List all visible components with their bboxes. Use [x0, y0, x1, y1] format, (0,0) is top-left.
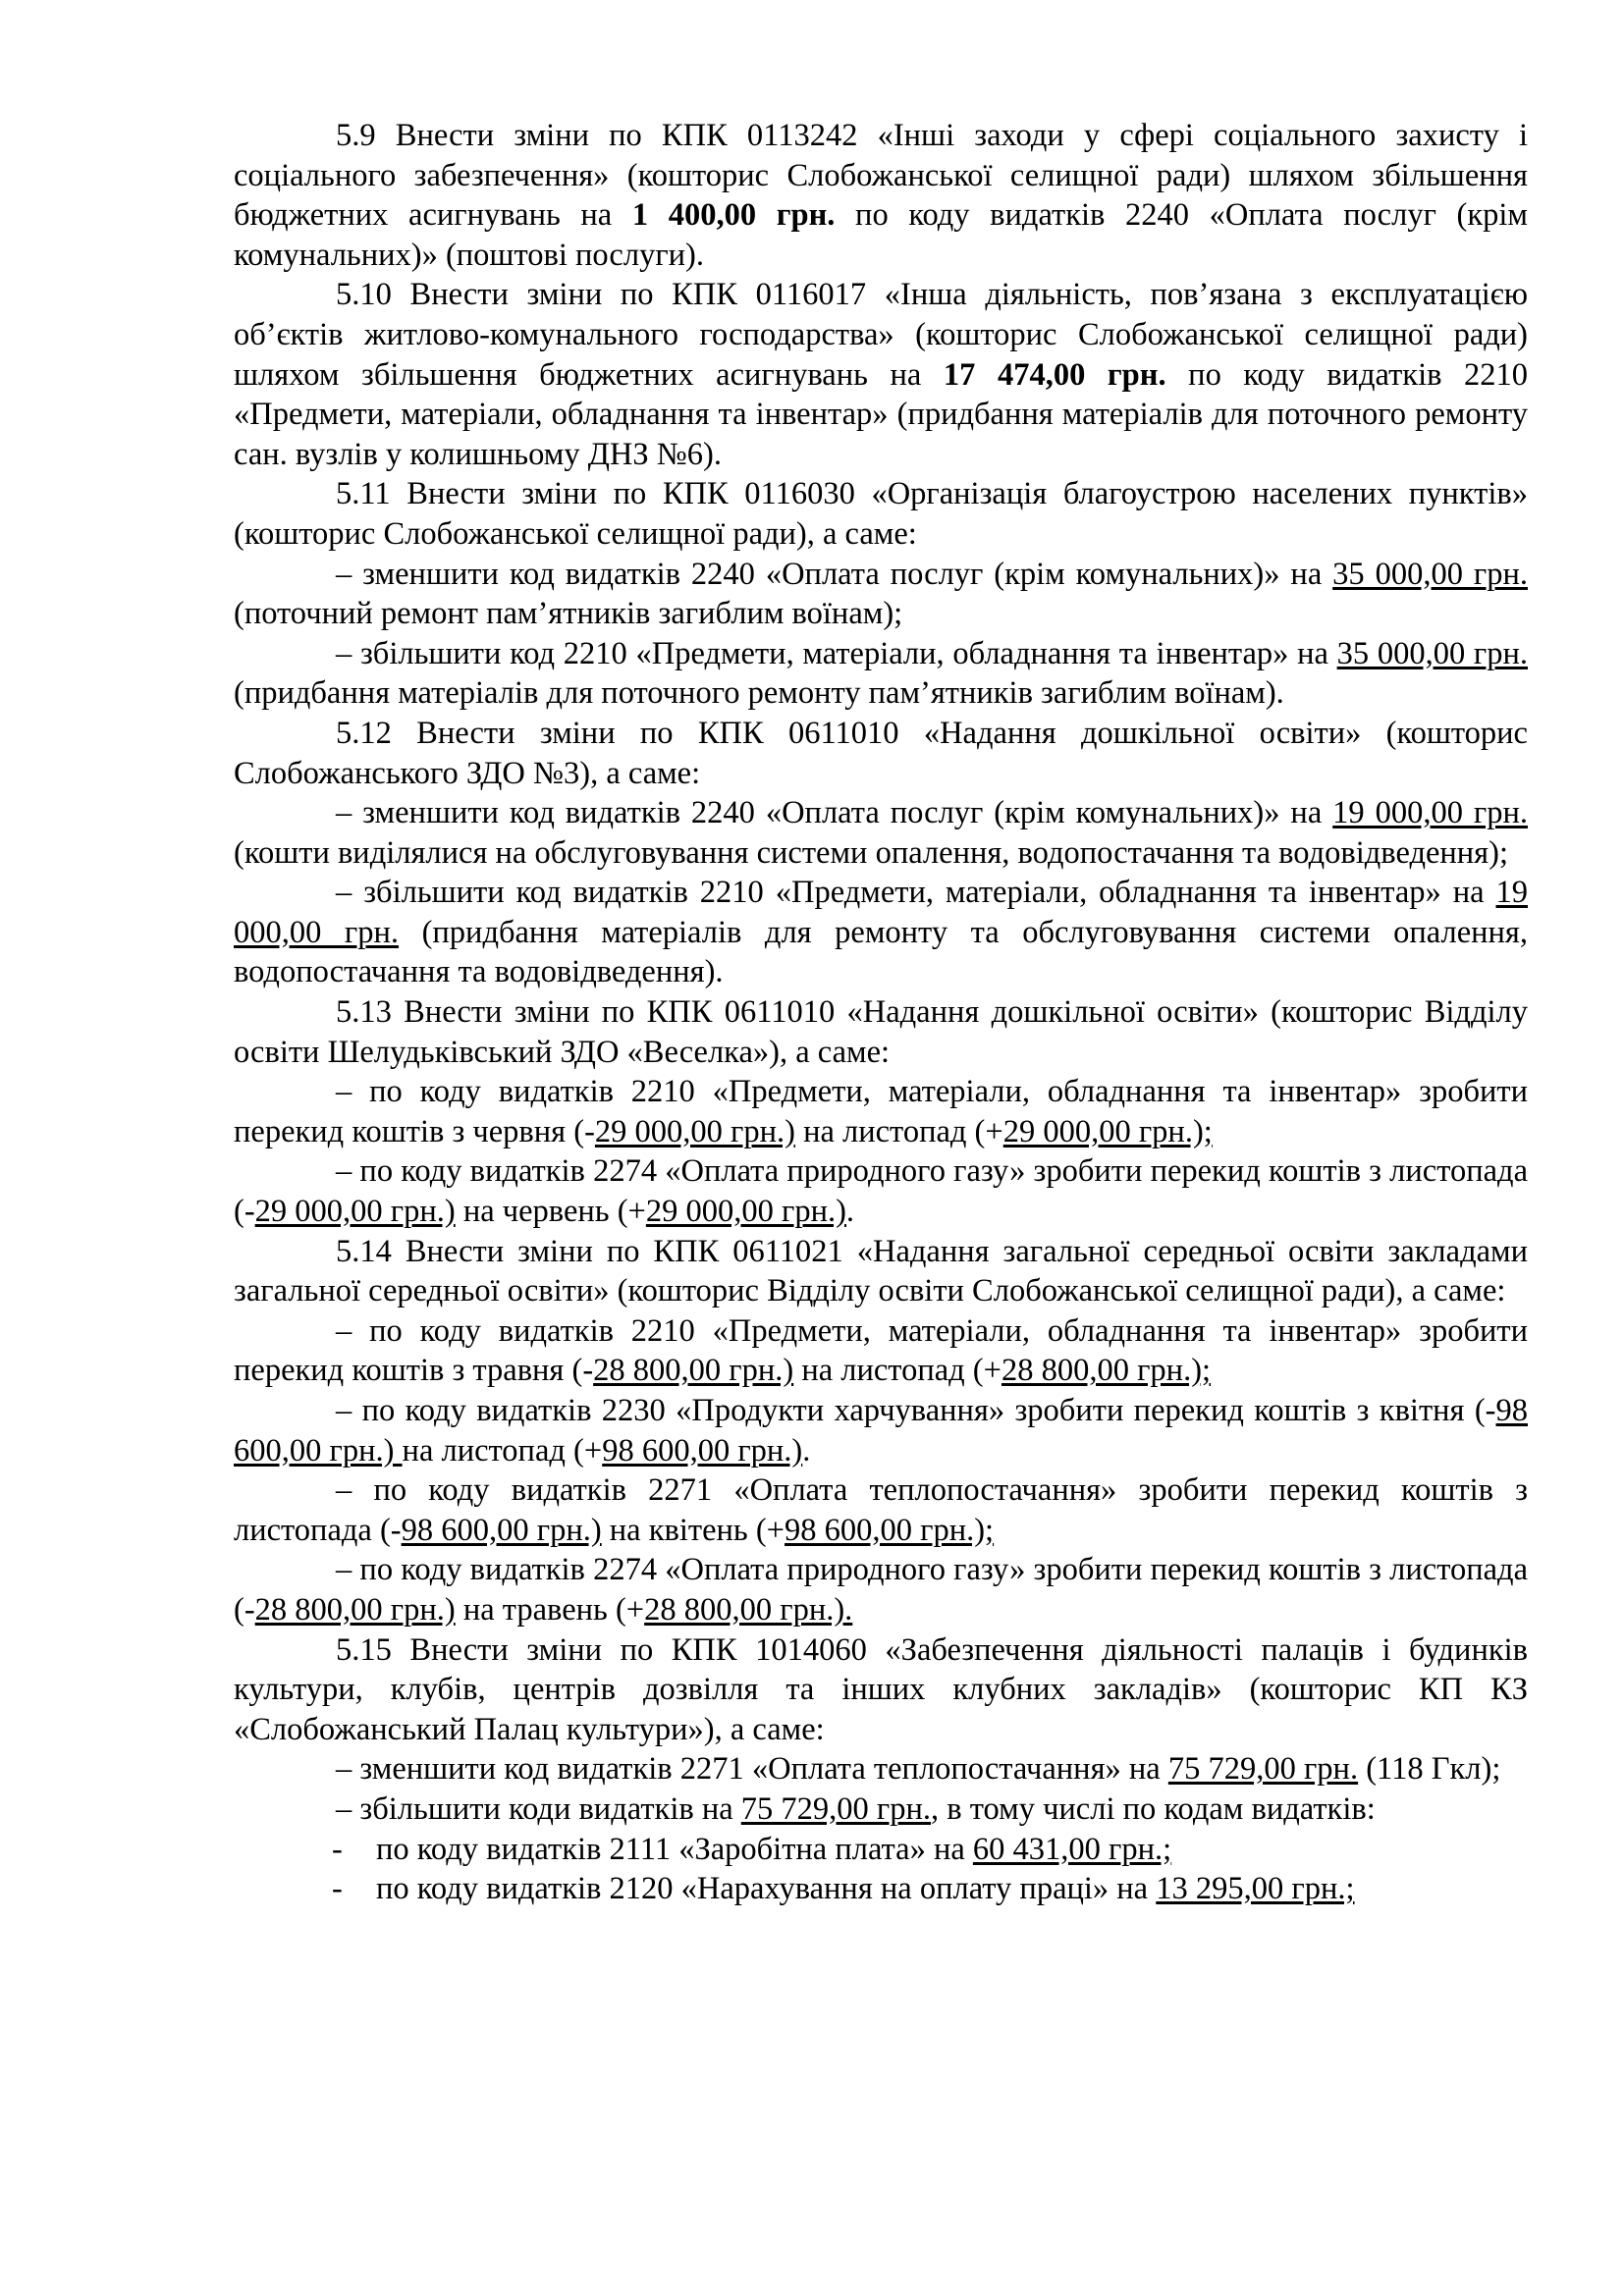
underlined-amount: 98 600,00 грн.); [785, 1512, 995, 1548]
text-run: – по коду видатків 2271 «Оплата теплопостачання» зробити перекид коштів з листопада (- [234, 1472, 1528, 1548]
paragraph-p515 [234, 1630, 1528, 1750]
text-run: (придбання матеріалів для поточного ремонту пам’ятників загиблим воїнам). [234, 675, 1284, 712]
text-run: . [845, 1194, 855, 1230]
text-run: по коду видатків 2120 «Нарахування на оплату праці» на [376, 1871, 1157, 1907]
text-run: 5.12 Внести зміни по КПК 0611010 «Надання дошкільної освіти» (кошторис Слобожанського ЗДО №3), а саме: [234, 715, 1528, 791]
underlined-amount: 29 000,00 грн.) [254, 1194, 456, 1230]
text-run: по коду видатків 2111 «Заробітна плата» на [376, 1831, 973, 1867]
text-run: на листопад (+ [794, 1113, 1003, 1149]
underlined-amount: 75 729,00 грн. [1167, 1751, 1359, 1788]
text-run: (поточний ремонт пам’ятників загиблим воїнам); [234, 596, 903, 632]
paragraph-p512b [234, 873, 1528, 992]
text-run: на листопад (+ [402, 1432, 603, 1468]
underlined-amount: 29 000,00 грн.) [645, 1194, 846, 1230]
underlined-amount: 28 800,00 грн.); [1001, 1353, 1212, 1389]
underlined-amount: 19 000,00 грн. [1332, 795, 1528, 831]
underlined-amount: 60 431,00 грн.; [972, 1831, 1172, 1867]
paragraph-p514b [234, 1391, 1528, 1470]
text-run: – збільшити коди видатків на [336, 1790, 741, 1827]
text-run: (кошти виділялися на обслуговування системи опалення, водопостачання та водовідведення); [234, 834, 1508, 871]
paragraph-p512a [234, 793, 1528, 873]
underlined-amount: 35 000,00 грн. [1332, 556, 1528, 592]
paragraph-p59 [234, 116, 1528, 275]
underlined-amount: 28 800,00 грн.) [254, 1591, 456, 1628]
bold-amount: 17 474,00 грн. [943, 356, 1166, 393]
text-run: (придбання матеріалів для ремонту та обслуговування системи опалення, водопостачання та водовідведення). [234, 914, 1528, 990]
text-run: – по коду видатків 2230 «Продукти харчування» зробити перекид коштів з квітня (- [336, 1393, 1496, 1428]
document-page [234, 116, 1528, 1909]
text-run: 5.13 Внести зміни по КПК 0611010 «Надання дошкільної освіти» (кошторис Відділу освіти Шелудьківський ЗДО «Веселка»), а саме: [234, 994, 1528, 1070]
text-run: – зменшити код видатків 2240 «Оплата послуг (крім комунальних)» на [336, 795, 1333, 831]
text-run: 5.9 Внести зміни по КПК 0113242 «Інші заходи у сфері соціального захисту і соціального забезпечення» (кошторис Слобожанської селищної ради) шляхом збільшення бюджетних асигнувань на [234, 118, 1528, 234]
bold-amount: 1 400,00 грн. [631, 197, 836, 234]
text-run: 5.14 Внести зміни по КПК 0611021 «Надання загальної середньої освіти закладами загальної середньої освіти» (кошторис Відділу освіти Слобожанської селищної ради), а саме: [234, 1233, 1528, 1309]
text-run: 5.15 Внести зміни по КПК 1014060 «Забезпечення діяльності палаців і будинків культури, клубів, центрів дозвілля та інших клубних закладів» (кошторис КП КЗ «Слобожанський Палац культури»), а саме: [234, 1631, 1528, 1747]
list-marker: - [332, 1831, 343, 1867]
paragraph-p514c [234, 1470, 1528, 1550]
text-run: по коду видатків 2240 «Оплата послуг (крім комунальних)» (поштові послуги). [234, 197, 1528, 273]
text-run: на червень (+ [455, 1194, 646, 1230]
underlined-amount: 98 600,00 грн.) [234, 1393, 1528, 1468]
text-run: – зменшити код видатків 2271 «Оплата теплопостачання» на [336, 1751, 1168, 1788]
text-run: – зменшити код видатків 2240 «Оплата послуг (крім комунальних)» на [336, 556, 1333, 592]
list-marker: - [332, 1871, 343, 1907]
underlined-amount: 29 000,00 грн.); [1002, 1113, 1213, 1149]
text-run: по коду видатків 2210 «Предмети, матеріали, обладнання та інвентар» (придбання матеріалів для поточного ремонту сан. вузлів у колишньому ДНЗ №6). [234, 356, 1529, 472]
paragraph-p512 [234, 714, 1528, 793]
paragraph-p510 [234, 275, 1528, 474]
text-run: – збільшити код 2210 «Предмети, матеріали, обладнання та інвентар» на [336, 635, 1337, 671]
text-run: . [802, 1432, 811, 1468]
paragraph-p515d [234, 1869, 1528, 1909]
underlined-amount: 13 295,00 грн.; [1156, 1871, 1355, 1907]
text-run: 5.11 Внести зміни по КПК 0116030 «Організація благоустрою населених пунктів» (кошторис Слобожанської селищної ради), а саме: [234, 476, 1528, 552]
text-run: на листопад (+ [793, 1353, 1001, 1389]
paragraph-p515a [234, 1749, 1528, 1789]
underlined-amount: 98 600,00 грн.) [401, 1512, 602, 1548]
text-run: на квітень (+ [601, 1512, 785, 1548]
underlined-amount: 35 000,00 грн. [1336, 635, 1528, 671]
underlined-amount: 98 600,00 грн.) [602, 1432, 803, 1468]
underlined-amount: 75 729,00 грн. [740, 1790, 931, 1827]
text-run: – по коду видатків 2274 «Оплата природного газу» зробити перекид коштів з листопада (- [234, 1552, 1528, 1628]
paragraph-p513b [234, 1151, 1528, 1231]
paragraph-p511b [234, 634, 1528, 714]
underlined-amount: 29 000,00 грн.) [594, 1113, 795, 1149]
underlined-amount: 28 800,00 грн.) [593, 1353, 794, 1389]
paragraph-p514a [234, 1311, 1528, 1391]
text-run: – по коду видатків 2210 «Предмети, матеріали, обладнання та інвентар» зробити перекид коштів з червня (- [234, 1074, 1528, 1149]
text-run: на травень (+ [455, 1591, 645, 1628]
text-run: 5.10 Внести зміни по КПК 0116017 «Інша діяльність, пов’язана з експлуатацією об’єктів житлово-комунального господарства» (кошторис Слобожанської селищної ради) шляхом збільшення бюджетних асигнувань на [234, 277, 1528, 393]
text-run: – збільшити код видатків 2210 «Предмети, матеріали, обладнання та інвентар» на [336, 875, 1496, 911]
paragraph-p515c [234, 1830, 1528, 1870]
paragraph-p513a [234, 1072, 1528, 1151]
text-run: , в тому числі по кодам видатків: [931, 1790, 1376, 1827]
paragraph-p511 [234, 474, 1528, 554]
paragraph-p514 [234, 1232, 1528, 1311]
text-run: (118 Гкл); [1358, 1751, 1501, 1788]
text-run: – по коду видатків 2210 «Предмети, матеріали, обладнання та інвентар» зробити перекид коштів з травня (- [234, 1312, 1528, 1389]
underlined-amount: 28 800,00 грн.). [644, 1591, 853, 1628]
paragraph-p515b [234, 1789, 1528, 1830]
paragraph-p513 [234, 992, 1528, 1072]
paragraph-p511a [234, 555, 1528, 634]
paragraph-p514d [234, 1550, 1528, 1629]
underlined-amount: 19 000,00 грн. [234, 875, 1528, 950]
text-run: – по коду видатків 2274 «Оплата природного газу» зробити перекид коштів з листопада (- [234, 1153, 1528, 1230]
